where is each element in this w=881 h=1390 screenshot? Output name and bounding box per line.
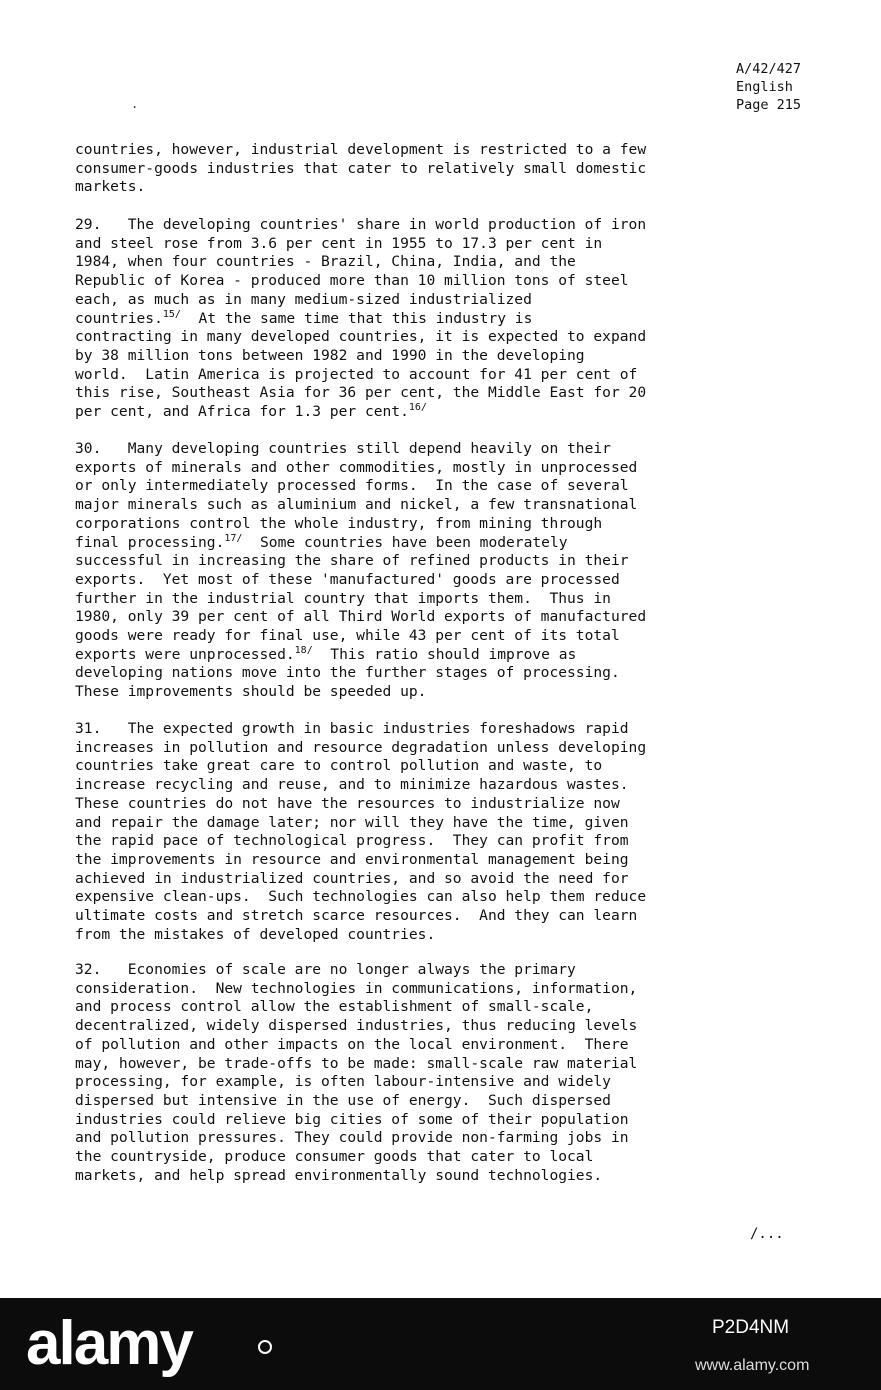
text-line	[75, 459, 835, 478]
text-segment: At the same time that this industry is	[180, 309, 533, 327]
text-segment: may, however, be trade-offs to be made: small-scale raw material	[75, 1054, 638, 1072]
text-line	[75, 757, 835, 776]
text-segment: industries could relieve big cities of some of their population	[75, 1110, 629, 1128]
text-line	[75, 440, 835, 459]
text-segment: dispersed but intensive in the use of energy. Such dispersed	[75, 1091, 611, 1109]
paragraph-30	[75, 440, 835, 702]
text-segment: consideration. New technologies in communications, information,	[75, 979, 638, 997]
text-line	[75, 1017, 835, 1036]
text-line	[75, 776, 835, 795]
text-line	[75, 328, 835, 347]
text-line	[75, 160, 835, 179]
text-line	[75, 477, 835, 496]
text-segment: consumer-goods industries that cater to relatively small domestic	[75, 159, 647, 177]
text-line	[75, 1055, 835, 1074]
text-line	[75, 216, 835, 235]
text-segment: 31. The expected growth in basic industries foreshadows rapid	[75, 720, 629, 737]
text-segment: the improvements in resource and environmental management being	[75, 850, 629, 868]
text-segment: 1980, only 39 per cent of all Third World exports of manufactured	[75, 608, 647, 626]
paragraph-31	[75, 720, 835, 944]
text-line	[75, 235, 835, 254]
text-segment: countries take great care to control pollution and waste, to	[75, 757, 603, 775]
text-segment: processing, for example, is often labour-intensive and widely	[75, 1073, 611, 1091]
text-segment: markets, and help spread environmentally sound technologies.	[75, 1166, 603, 1184]
stock-banner	[0, 1298, 881, 1390]
stock-image-id: P2D4NM	[712, 1317, 790, 1338]
text-line	[75, 998, 835, 1017]
text-line	[75, 515, 835, 534]
text-line	[75, 178, 835, 197]
footnote-ref: 17/	[224, 532, 243, 544]
text-segment: decentralized, widely dispersed industries, thus reducing levels	[75, 1017, 638, 1035]
text-line	[75, 403, 835, 422]
text-segment: corporations control the whole industry, from mining through	[75, 514, 603, 532]
text-line	[75, 347, 835, 366]
text-line	[75, 832, 835, 851]
text-line	[75, 1073, 835, 1092]
text-segment: These improvements should be speeded up.	[75, 683, 427, 701]
text-segment: countries, however, industrial development is restricted to a few	[75, 141, 647, 158]
text-segment: Some countries have been moderately	[242, 533, 568, 551]
text-line	[75, 384, 835, 403]
text-line	[75, 795, 835, 814]
text-segment: per cent, and Africa for 1.3 per cent.	[75, 403, 409, 421]
text-segment: countries.	[75, 309, 163, 327]
text-segment: and process control allow the establishment of small-scale,	[75, 998, 594, 1016]
text-line	[75, 926, 835, 945]
text-segment: the rapid pace of technological progress. They can profit from	[75, 832, 629, 850]
text-line	[75, 608, 835, 627]
text-segment: further in the industrial country that imports them. Thus in	[75, 589, 611, 607]
text-line	[75, 1036, 835, 1055]
text-line	[75, 253, 835, 272]
text-segment: 30. Many developing countries still depend heavily on their	[75, 440, 611, 457]
logo-mark-icon	[258, 1340, 272, 1354]
text-segment: and repair the damage later; nor will they have the time, given	[75, 813, 629, 831]
text-line	[75, 496, 835, 515]
text-segment: goods were ready for final use, while 43 per cent of its total	[75, 627, 620, 645]
text-line	[75, 291, 835, 310]
text-segment: from the mistakes of developed countries.	[75, 925, 436, 943]
text-segment: contracting in many developed countries, it is expected to expand	[75, 328, 647, 346]
text-line	[75, 1129, 835, 1148]
page-number: Page 215	[736, 97, 802, 113]
text-segment: major minerals such as aluminium and nickel, a few transnational	[75, 496, 638, 514]
text-segment: 29. The developing countries' share in world production of iron	[75, 216, 647, 233]
text-segment: These countries do not have the resources to industrialize now	[75, 794, 620, 812]
text-line	[75, 534, 835, 553]
text-line	[75, 1148, 835, 1167]
paragraph-32	[75, 961, 835, 1185]
text-segment: exports were unprocessed.	[75, 645, 295, 663]
text-line	[75, 851, 835, 870]
alamy-logo: alamy	[26, 1309, 192, 1378]
text-segment: ultimate costs and stretch scarce resources. And they can learn	[75, 907, 638, 925]
text-segment: final processing.	[75, 533, 225, 551]
text-line	[75, 571, 835, 590]
text-segment: expensive clean-ups. Such technologies can also help them reduce	[75, 888, 647, 906]
text-line	[75, 272, 835, 291]
text-line	[75, 980, 835, 999]
text-line	[75, 720, 835, 739]
text-segment: and pollution pressures. They could provide non-farming jobs in	[75, 1129, 629, 1147]
footnote-ref: 15/	[162, 308, 181, 320]
document-header	[736, 60, 876, 114]
footnote-ref: 18/	[294, 644, 313, 656]
text-line	[75, 1111, 835, 1130]
text-line	[75, 552, 835, 571]
text-segment: This ratio should improve as	[312, 645, 577, 663]
text-line	[75, 627, 835, 646]
text-line	[75, 907, 835, 926]
text-line	[75, 888, 835, 907]
text-line	[75, 683, 835, 702]
text-segment: exports. Yet most of these 'manufactured' goods are processed	[75, 570, 620, 588]
text-segment: 1984, when four countries - Brazil, China, India, and the	[75, 253, 576, 271]
text-segment: markets.	[75, 178, 146, 196]
paragraph-continuation	[75, 141, 835, 197]
paragraph-29	[75, 216, 835, 422]
text-segment: successful in increasing the share of refined products in their	[75, 552, 629, 570]
document-symbol: A/42/427	[736, 61, 802, 77]
text-line	[75, 814, 835, 833]
text-segment: 32. Economies of scale are no longer always the primary	[75, 961, 576, 978]
text-line	[75, 646, 835, 665]
text-segment: by 38 million tons between 1982 and 1990 in the developing	[75, 346, 585, 364]
text-segment: this rise, Southeast Asia for 36 per cent, the Middle East for 20	[75, 384, 647, 402]
continuation-marker: /...	[750, 1226, 784, 1242]
text-segment: increases in pollution and resource degradation unless developing	[75, 738, 647, 756]
text-segment: each, as much as in many medium-sized industrialized	[75, 290, 532, 308]
text-segment: achieved in industrialized countries, and so avoid the need for	[75, 869, 629, 887]
text-line	[75, 870, 835, 889]
text-line	[75, 310, 835, 329]
text-segment: or only intermediately processed forms. In the case of several	[75, 477, 629, 495]
text-line	[75, 1092, 835, 1111]
site-url: www.alamy.com	[695, 1357, 810, 1374]
scan-speck: .	[131, 97, 139, 111]
text-segment: and steel rose from 3.6 per cent in 1955 to 17.3 per cent in	[75, 234, 603, 252]
text-line	[75, 961, 835, 980]
text-line	[75, 590, 835, 609]
text-line	[75, 1167, 835, 1186]
text-segment: of pollution and other impacts on the local environment. There	[75, 1035, 629, 1053]
document-language: English	[736, 79, 793, 95]
text-segment: the countryside, produce consumer goods that cater to local	[75, 1148, 594, 1166]
text-line	[75, 739, 835, 758]
text-line	[75, 664, 835, 683]
text-segment: developing nations move into the further stages of processing.	[75, 664, 620, 682]
text-segment: Republic of Korea - produced more than 10 million tons of steel	[75, 272, 629, 290]
text-segment: increase recycling and reuse, and to minimize hazardous wastes.	[75, 776, 629, 794]
text-segment: exports of minerals and other commodities, mostly in unprocessed	[75, 458, 638, 476]
text-line	[75, 141, 835, 160]
text-line	[75, 366, 835, 385]
footnote-ref: 16/	[408, 402, 427, 414]
text-segment: world. Latin America is projected to account for 41 per cent of	[75, 365, 638, 383]
